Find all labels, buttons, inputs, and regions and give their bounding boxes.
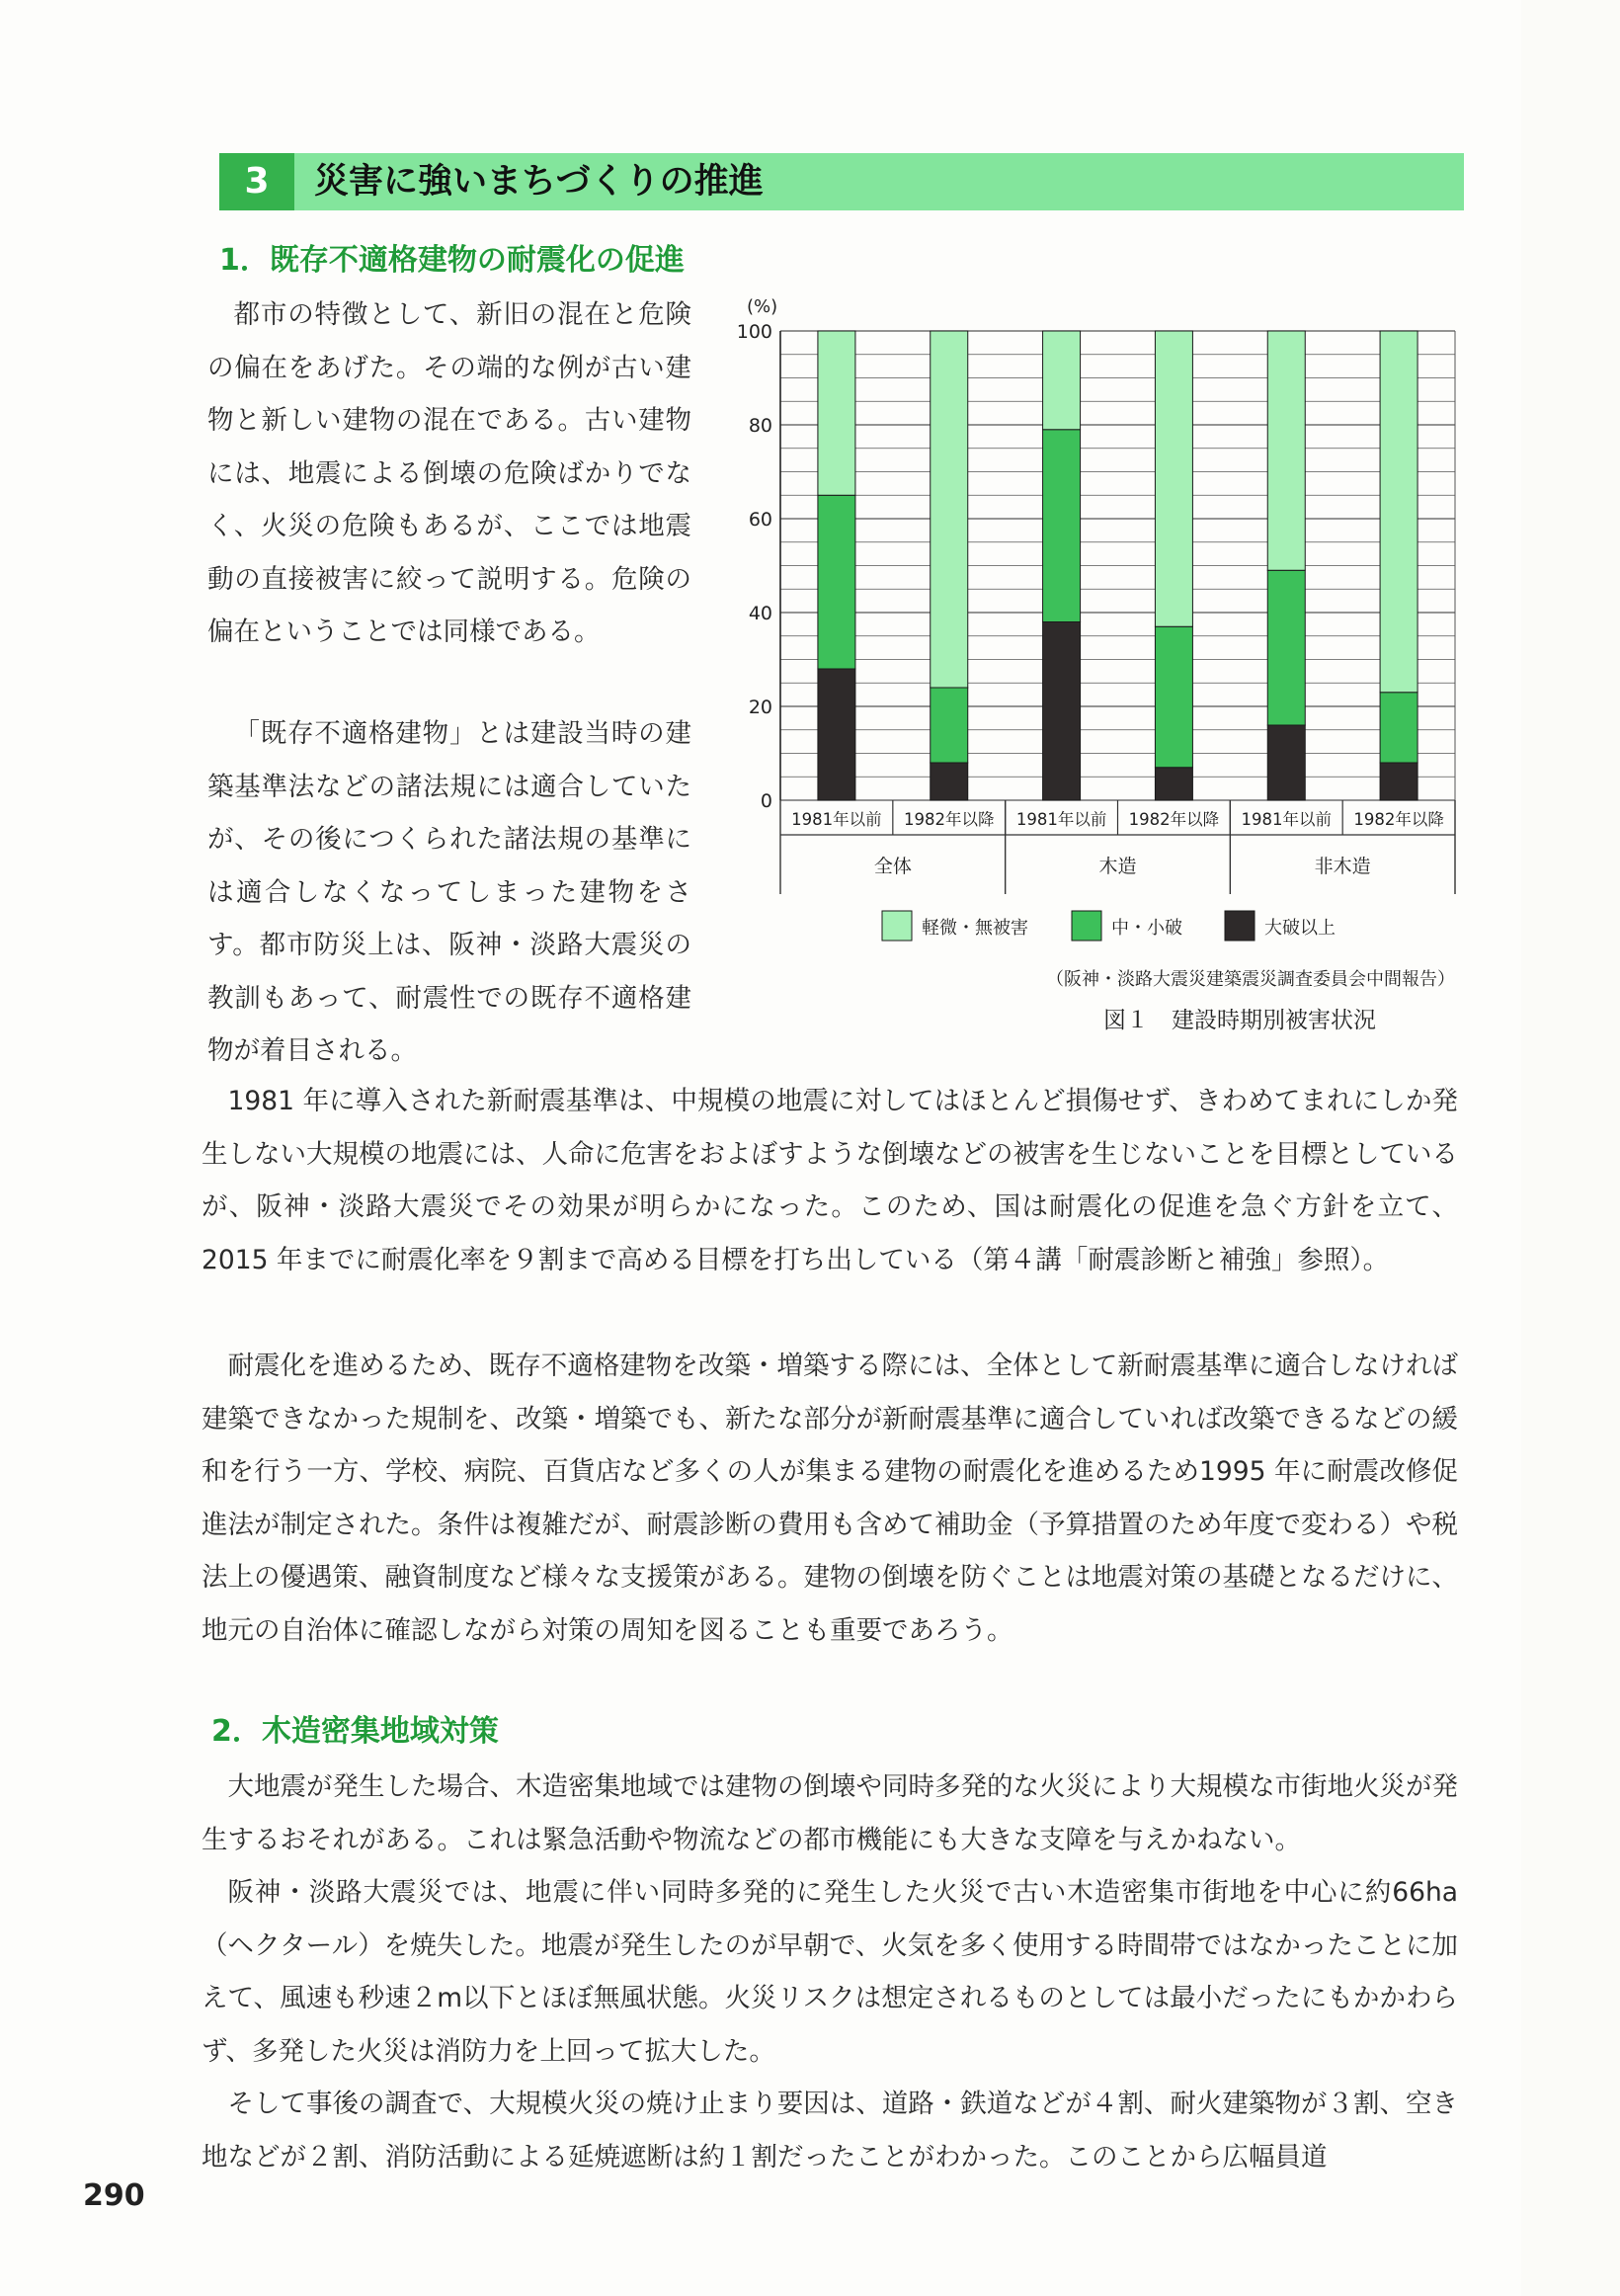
paragraph-4: 耐震化を進めるため、既存不適格建物を改築・増築する際には、全体として新耐震基準に適合しなければ建築できなかった規制を、改築・増築でも、新たな部分が新耐震基準に適合していれば改築できるなどの緩和を行う一方、学校、病院、百貨店など多くの人が集まる建物の耐震化を進めるため1995 年に耐震改修促進法が制定された。条件は複雑だが、耐震診断の費用も含めて補助金（予算措置のため年度で変わる）や税法上の優遇策、融資制度など様々な支援策がある。建物の倒壊を防ぐことは地震対策の基礎となるだけに、地元の自治体に確認しながら対策の周知を図ることも重要であろう。: [202, 1351, 1458, 1646]
x-tick-label: 1982年以降: [904, 810, 995, 829]
damage-chart: [731, 296, 1462, 1032]
bar-segment: [1267, 725, 1305, 800]
paragraph-1: 都市の特徴として、新旧の混在と危険の偏在をあげた。その端的な例が古い建物と新しい建物の混在である。古い建物には、地震による倒壊の危険ばかりでなく、火災の危険もあるが、ここでは地震動の直接被害に絞って説明する。危険の偏在ということでは同様である。: [207, 299, 691, 647]
bar-segment: [818, 331, 855, 495]
x-tick-label: 1981年以前: [1015, 810, 1107, 829]
bar-segment: [1155, 768, 1192, 800]
bar-segment: [1267, 570, 1305, 725]
bar-segment: [931, 763, 968, 800]
page-number: 290: [83, 2178, 145, 2213]
bar-segment: [818, 669, 855, 800]
group-label: 全体: [873, 856, 912, 877]
chart-source: （阪神・淡路大震災建築震災調査委員会中間報告）: [1046, 969, 1455, 990]
legend-swatch: [1225, 911, 1255, 941]
legend-label: 中・小破: [1111, 918, 1182, 939]
section-header: [219, 153, 1464, 210]
y-tick-label: 40: [748, 603, 772, 624]
subsection-heading-2: 2．木造密集地域対策: [211, 1714, 499, 1749]
y-axis-unit: (%): [747, 296, 778, 317]
chart-legend: [882, 911, 1336, 941]
group-label: 非木造: [1314, 856, 1371, 877]
x-tick-label: 1981年以前: [791, 810, 882, 829]
bar-segment: [1155, 626, 1192, 768]
legend-label: 軽微・無被害: [922, 918, 1028, 939]
bar-segment: [1380, 693, 1418, 763]
bar-segment: [931, 688, 968, 763]
paragraph-7: そして事後の調査で、大規模火災の焼け止まり要因は、道路・鉄道などが４割、耐火建築物が３割、空き地などが２割、消防活動による延焼遮断は約１割だったことがわかった。このことから広幅員道: [202, 2089, 1458, 2173]
y-tick-label: 0: [760, 790, 772, 812]
paragraph-3: 1981 年に導入された新耐震基準は、中規模の地震に対してはほとんど損傷せず、きわめてまれにしか発生しない大規模の地震には、人命に危害をおよぼすような倒壊などの被害を生じないことを目標としているが、阪神・淡路大震災でその効果が明らかになった。このため、国は耐震化の促進を急ぐ方針を立て、2015 年までに耐震化率を９割まで高める目標を打ち出している（第４講「耐震診断と補強」参照）。: [202, 1086, 1458, 1275]
group-label: 木造: [1098, 856, 1137, 877]
y-tick-labels: [737, 321, 772, 812]
legend-swatch: [882, 911, 912, 941]
bar-segment: [818, 495, 855, 669]
bar-segment: [931, 331, 968, 688]
y-tick-label: 20: [748, 697, 772, 718]
paragraph-5: 大地震が発生した場合、木造密集地域では建物の倒壊や同時多発的な火災により大規模な市街地火災が発生するおそれがある。これは緊急活動や物流などの都市機能にも大きな支障を与えかねない。: [202, 1771, 1458, 1855]
y-tick-label: 80: [748, 415, 772, 437]
bar-segment: [1267, 331, 1305, 570]
chart-title: 図１ 建設時期別被害状況: [1103, 1008, 1376, 1032]
paragraph-6: 阪神・淡路大震災では、地震に伴い同時多発的に発生した火災で古い木造密集市街地を中心に約66ha（ヘクタール）を焼失した。地震が発生したのが早朝で、火気を多く使用する時間帯ではなかったことに加えて、風速も秒速２m以下とほぼ無風状態。火災リスクは想定されるものとしては最小だったにもかかわらず、多発した火災は消防力を上回って拡大した。: [202, 1877, 1458, 2067]
bar-segment: [1043, 331, 1081, 430]
legend-label: 大破以上: [1264, 918, 1336, 939]
y-tick-label: 60: [748, 509, 772, 531]
section-title: 災害に強いまちづくりの推進: [314, 162, 764, 202]
paragraph-2: 「既存不適格建物」とは建設当時の建築基準法などの諸法規には適合していたが、その後につくられた諸法規の基準には適合しなくなってしまった建物をさす。都市防災上は、阪神・淡路大震災の教訓もあって、耐震性での既存不適格建物が着目される。: [207, 718, 691, 1066]
bar-segment: [1043, 430, 1081, 622]
legend-swatch: [1072, 911, 1101, 941]
bar-segment: [1155, 331, 1192, 626]
subsection-heading-1: 1．既存不適格建物の耐震化の促進: [219, 243, 685, 278]
bar-segment: [1043, 622, 1081, 801]
bar-segment: [1380, 331, 1418, 693]
x-tick-label: 1981年以前: [1241, 810, 1332, 829]
section-number: 3: [219, 153, 294, 210]
x-tick-label: 1982年以降: [1128, 810, 1220, 829]
group-labels: [874, 856, 1371, 877]
y-tick-label: 100: [736, 321, 772, 343]
x-tick-label: 1982年以降: [1353, 810, 1444, 829]
bar-segment: [1380, 763, 1418, 800]
